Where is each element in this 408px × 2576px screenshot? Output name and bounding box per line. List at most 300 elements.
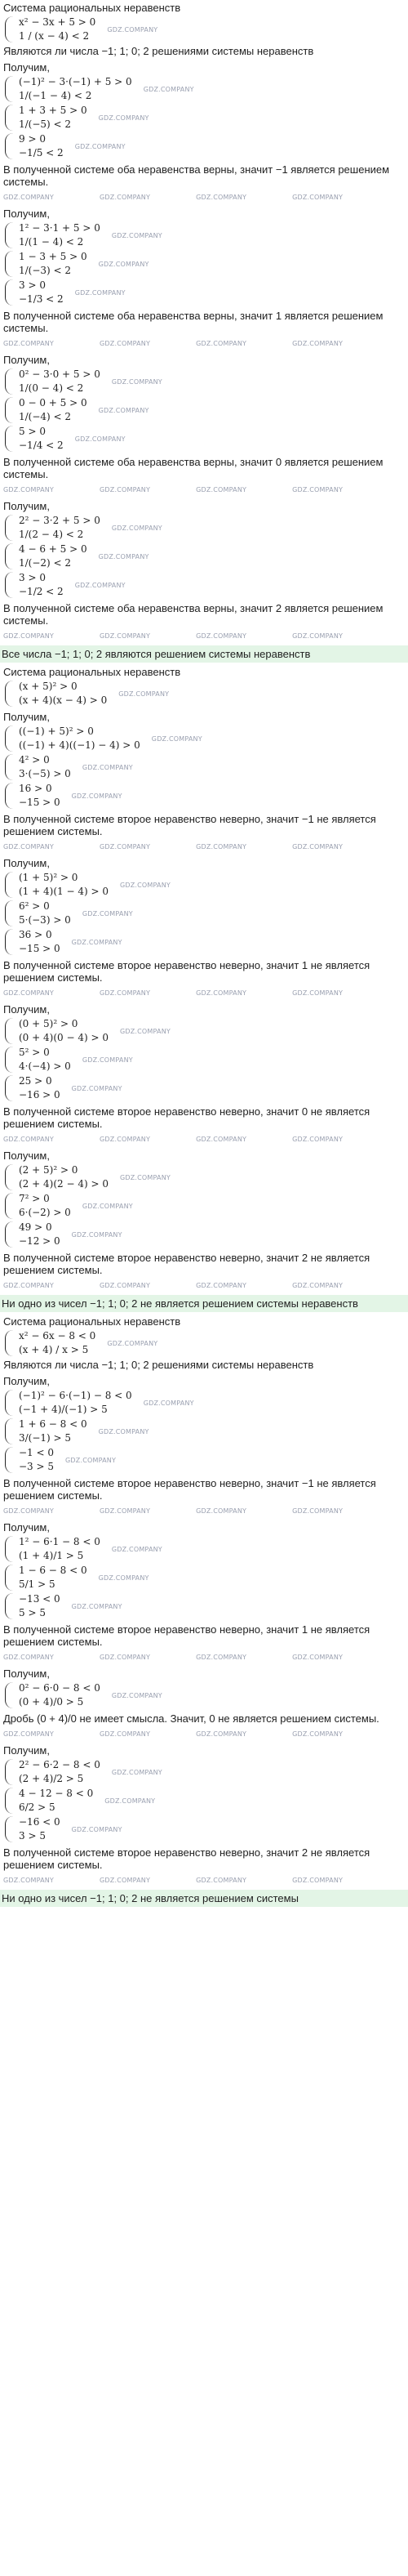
system-brace <box>5 1447 16 1473</box>
system-row: −3 > 5 <box>19 1461 55 1472</box>
system-brace <box>5 1390 16 1416</box>
system-header <box>3 666 405 678</box>
watermark: GDZ.COMPANY <box>107 25 158 33</box>
inequality-system <box>5 1565 405 1591</box>
system-rows <box>19 1418 87 1444</box>
inequality-system <box>5 1447 405 1473</box>
watermark-row <box>3 1132 405 1145</box>
system-row: x² − 6x − 8 < 0 <box>19 1330 96 1342</box>
system-row: 6² > 0 <box>19 900 50 912</box>
system-row: (1 + 4)/1 > 5 <box>19 1550 84 1561</box>
watermark: GDZ.COMPANY <box>111 231 162 239</box>
system-brace <box>5 1221 16 1248</box>
watermark: GDZ.COMPANY <box>3 632 55 640</box>
system-row: −16 > 0 <box>19 1089 60 1100</box>
watermark: GDZ.COMPANY <box>71 938 122 946</box>
inequality-system <box>5 368 405 395</box>
watermark-row <box>3 1650 405 1663</box>
inequality-system <box>5 105 405 131</box>
conclusion-text: В полученной системе второе неравенство неверно, значит 2 не является решением системы. <box>3 1252 370 1276</box>
system-rows <box>19 681 107 707</box>
system-rows <box>19 1536 100 1562</box>
watermark-row <box>3 985 405 999</box>
watermark: GDZ.COMPANY <box>3 194 55 201</box>
intro-text: Получим, <box>3 1003 50 1016</box>
inequality-system <box>5 397 405 423</box>
answer-box: Ни одно из чисел −1; 1; 0; 2 не является решением системы неравенств <box>0 1295 408 1312</box>
system-row: 5·(−3) > 0 <box>19 914 71 926</box>
system-brace <box>5 368 16 395</box>
intro-text: Получим, <box>3 500 50 512</box>
inequality-system <box>5 76 405 102</box>
system-rows <box>19 1788 93 1814</box>
watermark: GDZ.COMPANY <box>100 1730 151 1738</box>
watermark: GDZ.COMPANY <box>74 435 126 443</box>
watermark: GDZ.COMPANY <box>71 1230 122 1239</box>
watermark: GDZ.COMPANY <box>100 340 151 347</box>
watermark: GDZ.COMPANY <box>74 288 126 297</box>
inequality-system <box>5 1164 405 1190</box>
intro-text: Получим, <box>3 1150 50 1162</box>
intro-text: Получим, <box>3 1667 50 1680</box>
system-rows <box>19 872 109 898</box>
watermark: GDZ.COMPANY <box>3 1282 55 1289</box>
inequality-system <box>5 515 405 541</box>
watermark: GDZ.COMPANY <box>3 486 55 493</box>
system-brace <box>5 76 16 102</box>
system-row: −15 > 0 <box>19 943 60 954</box>
conclusion-text: В полученной системе оба неравенства верны, значит 2 является решением системы. <box>3 602 384 627</box>
watermark: GDZ.COMPANY <box>143 1399 194 1407</box>
system-brace <box>5 1330 16 1356</box>
inequality-system <box>5 872 405 898</box>
inequality-system <box>5 1221 405 1248</box>
system-row: 3·(−5) > 0 <box>19 768 71 779</box>
system-brace <box>5 133 16 159</box>
system-brace <box>5 426 16 452</box>
system-row: 4 − 6 + 5 > 0 <box>19 543 87 555</box>
system-row: (2 + 5)² > 0 <box>19 1164 78 1176</box>
intro-text: Получим, <box>3 711 50 723</box>
watermark: GDZ.COMPANY <box>3 1136 55 1143</box>
system-row: (x + 4) / x > 5 <box>19 1344 89 1355</box>
system-row: (2 + 4)/2 > 5 <box>19 1773 84 1784</box>
system-rows <box>19 1047 71 1073</box>
watermark: GDZ.COMPANY <box>3 843 55 850</box>
intro-text: Получим, <box>3 354 50 366</box>
system-row: −12 > 0 <box>19 1235 60 1247</box>
inequality-system <box>5 1788 405 1814</box>
watermark: GDZ.COMPANY <box>98 1427 149 1435</box>
watermark: GDZ.COMPANY <box>82 909 133 917</box>
system-row: 6·(−2) > 0 <box>19 1207 71 1218</box>
system-row: (−1)² − 3·(−1) + 5 > 0 <box>19 76 132 87</box>
system-row: −1/3 < 2 <box>19 293 64 305</box>
system-rows <box>19 1018 109 1044</box>
system-row: 1 / (x − 4) < 2 <box>19 30 90 42</box>
system-brace <box>5 900 16 926</box>
conclusion-text: В полученной системе второе неравенство неверно, значит 0 не является решением системы. <box>3 1105 370 1130</box>
system-row: (2 + 4)(2 − 4) > 0 <box>19 1178 109 1190</box>
system-row: (−1)² − 6·(−1) − 8 < 0 <box>19 1390 132 1401</box>
inequality-system <box>5 929 405 955</box>
system-rows <box>19 1447 54 1473</box>
system-row: 1/(−5) < 2 <box>19 118 72 130</box>
conclusion-text: В полученной системе второе неравенство неверно, значит −1 не является решением системы. <box>3 813 376 837</box>
system-rows <box>19 251 87 277</box>
watermark: GDZ.COMPANY <box>65 1456 117 1464</box>
system-row: 3 > 5 <box>19 1830 46 1842</box>
watermark: GDZ.COMPANY <box>98 1574 149 1582</box>
system-header <box>3 1315 405 1328</box>
system-brace <box>5 543 16 569</box>
system-row: −1/2 < 2 <box>19 586 64 597</box>
watermark: GDZ.COMPANY <box>119 881 171 889</box>
system-row: (−1 + 4)/(−1) > 5 <box>19 1404 108 1415</box>
system-row: 5 > 5 <box>19 1607 46 1618</box>
system-rows <box>19 1330 95 1356</box>
system-row: 1 − 6 − 8 < 0 <box>19 1565 87 1576</box>
watermark: GDZ.COMPANY <box>119 1173 171 1181</box>
watermark: GDZ.COMPANY <box>3 1730 55 1738</box>
system-rows <box>19 76 132 102</box>
conclusion-text: В полученной системе второе неравенство неверно, значит 1 не является решением системы. <box>3 1623 370 1648</box>
system-rows <box>19 1164 109 1190</box>
watermark: GDZ.COMPANY <box>3 989 55 997</box>
watermark: GDZ.COMPANY <box>104 1797 156 1805</box>
system-brace <box>5 929 16 955</box>
system-rows <box>19 1565 87 1591</box>
system-row: ((−1) + 5)² > 0 <box>19 725 94 737</box>
system-row: 1 + 6 − 8 < 0 <box>19 1418 87 1430</box>
watermark: GDZ.COMPANY <box>196 194 247 201</box>
inequality-system <box>5 543 405 569</box>
inequality-system <box>5 251 405 277</box>
system-rows <box>19 1075 60 1101</box>
system-brace <box>5 279 16 306</box>
system-row: (x + 4)(x − 4) > 0 <box>19 694 108 706</box>
watermark: GDZ.COMPANY <box>196 1654 247 1661</box>
watermark: GDZ.COMPANY <box>100 1282 151 1289</box>
inequality-system <box>5 279 405 306</box>
watermark: GDZ.COMPANY <box>111 1545 162 1553</box>
conclusion-text: В полученной системе оба неравенства верны, значит 0 является решением системы. <box>3 456 384 480</box>
inequality-system <box>5 1018 405 1044</box>
system-rows <box>19 929 60 955</box>
inequality-system <box>5 1536 405 1562</box>
system-row: 25 > 0 <box>19 1075 52 1087</box>
system-row: (0 + 5)² > 0 <box>19 1018 78 1029</box>
inequality-system <box>5 1047 405 1073</box>
system-row: 1 − 3 + 5 > 0 <box>19 251 87 262</box>
watermark-row <box>3 336 405 350</box>
system-rows <box>19 783 60 809</box>
inequality-system <box>5 572 405 598</box>
system-row: 1² − 6·1 − 8 < 0 <box>19 1536 100 1547</box>
watermark: GDZ.COMPANY <box>196 1282 247 1289</box>
watermark: GDZ.COMPANY <box>71 792 122 800</box>
watermark: GDZ.COMPANY <box>143 85 194 93</box>
system-rows <box>19 279 64 306</box>
system-row: 9 > 0 <box>19 133 46 145</box>
answer-box: Ни одно из чисел −1; 1; 0; 2 не является решением системы <box>0 1890 408 1907</box>
watermark: GDZ.COMPANY <box>292 1282 344 1289</box>
watermark: GDZ.COMPANY <box>292 1730 344 1738</box>
watermark: GDZ.COMPANY <box>111 1691 162 1699</box>
system-row: 36 > 0 <box>19 929 52 940</box>
system-row: ((−1) + 4)((−1) − 4) > 0 <box>19 739 140 751</box>
watermark: GDZ.COMPANY <box>196 486 247 493</box>
system-brace <box>5 754 16 780</box>
system-rows <box>19 725 140 752</box>
system-row: 0 − 0 + 5 > 0 <box>19 397 87 408</box>
watermark: GDZ.COMPANY <box>100 1877 151 1884</box>
watermark: GDZ.COMPANY <box>196 843 247 850</box>
watermark: GDZ.COMPANY <box>292 843 344 850</box>
system-row: −15 > 0 <box>19 797 60 808</box>
system-row: 1 + 3 + 5 > 0 <box>19 105 87 116</box>
system-row: 49 > 0 <box>19 1221 52 1233</box>
system-row: 7² > 0 <box>19 1193 50 1204</box>
system-row: (x + 5)² > 0 <box>19 681 78 692</box>
watermark-row <box>3 839 405 853</box>
system-brace <box>5 872 16 898</box>
system-row: 1/(−2) < 2 <box>19 557 72 569</box>
system-row: 1/(0 − 4) < 2 <box>19 382 84 394</box>
watermark: GDZ.COMPANY <box>292 1654 344 1661</box>
watermark: GDZ.COMPANY <box>118 690 170 698</box>
watermark: GDZ.COMPANY <box>196 340 247 347</box>
system-rows <box>19 1759 100 1785</box>
system-rows <box>19 754 71 780</box>
watermark: GDZ.COMPANY <box>100 1507 151 1515</box>
watermark: GDZ.COMPANY <box>292 1877 344 1884</box>
system-row: 1/(2 − 4) < 2 <box>19 529 84 540</box>
watermark-row <box>3 482 405 496</box>
system-rows <box>19 426 64 452</box>
system-row: −13 < 0 <box>19 1593 60 1605</box>
inequality-system <box>5 1075 405 1101</box>
inequality-system <box>5 1682 405 1708</box>
system-row: 3 > 0 <box>19 572 46 583</box>
watermark: GDZ.COMPANY <box>292 989 344 997</box>
system-brace <box>5 1593 16 1619</box>
system-brace <box>5 251 16 277</box>
system-brace <box>5 1018 16 1044</box>
system-row: 1/(−3) < 2 <box>19 265 72 276</box>
system-brace <box>5 222 16 248</box>
header-text: Система рациональных неравенств <box>3 1315 181 1328</box>
system-rows <box>19 1221 60 1248</box>
inequality-system <box>5 754 405 780</box>
system-rows <box>19 1390 132 1416</box>
watermark: GDZ.COMPANY <box>100 843 151 850</box>
watermark: GDZ.COMPANY <box>3 1877 55 1884</box>
system-brace <box>5 1565 16 1591</box>
watermark: GDZ.COMPANY <box>111 1768 162 1776</box>
system-row: −1/4 < 2 <box>19 440 64 451</box>
system-brace <box>5 783 16 809</box>
inequality-system <box>5 1816 405 1842</box>
system-row: 2² − 3·2 + 5 > 0 <box>19 515 100 526</box>
system-brace <box>5 1816 16 1842</box>
system-brace <box>5 1788 16 1814</box>
system-brace <box>5 105 16 131</box>
system-row: 1/(−1 − 4) < 2 <box>19 90 92 101</box>
watermark: GDZ.COMPANY <box>119 1027 171 1035</box>
watermark: GDZ.COMPANY <box>74 142 126 150</box>
system-brace <box>5 1164 16 1190</box>
watermark: GDZ.COMPANY <box>3 340 55 347</box>
system-rows <box>19 515 100 541</box>
system-row: 3/(−1) > 5 <box>19 1432 72 1444</box>
watermark: GDZ.COMPANY <box>71 1602 122 1610</box>
system-brace <box>5 1193 16 1219</box>
system-row: (1 + 4)(1 − 4) > 0 <box>19 886 109 897</box>
inequality-system <box>5 133 405 159</box>
watermark: GDZ.COMPANY <box>82 1202 133 1210</box>
inequality-system <box>5 222 405 248</box>
system-brace <box>5 681 16 707</box>
question-text: Являются ли числа −1; 1; 0; 2 решениями системы неравенств <box>3 1359 314 1371</box>
watermark: GDZ.COMPANY <box>3 1507 55 1515</box>
watermark: GDZ.COMPANY <box>107 1339 158 1347</box>
system-rows <box>19 1682 100 1708</box>
watermark: GDZ.COMPANY <box>98 552 149 560</box>
answer-box: Все числа −1; 1; 0; 2 являются решением системы неравенств <box>0 645 408 663</box>
system-row: 0² − 6·0 − 8 < 0 <box>19 1682 100 1694</box>
conclusion-text: В полученной системе второе неравенство неверно, значит 2 не является решением системы. <box>3 1846 370 1871</box>
watermark: GDZ.COMPANY <box>3 1654 55 1661</box>
watermark: GDZ.COMPANY <box>196 989 247 997</box>
system-row: 4·(−4) > 0 <box>19 1060 71 1072</box>
intro-text: Получим, <box>3 208 50 220</box>
system-rows <box>19 543 87 569</box>
system-row: (1 + 5)² > 0 <box>19 872 78 883</box>
intro-text: Получим, <box>3 1375 50 1387</box>
system-rows <box>19 105 87 131</box>
system-row: −1/5 < 2 <box>19 147 64 158</box>
inequality-system <box>5 1330 405 1356</box>
conclusion-text: Дробь (0 + 4)/0 не имеет смысла. Значит, 0 не является решением системы. <box>3 1712 379 1725</box>
inequality-system <box>5 1390 405 1416</box>
inequality-system <box>5 1418 405 1444</box>
watermark: GDZ.COMPANY <box>71 1825 122 1833</box>
system-brace <box>5 1759 16 1785</box>
system-row: −16 < 0 <box>19 1816 60 1828</box>
inequality-system <box>5 900 405 926</box>
system-brace <box>5 16 16 42</box>
system-brace <box>5 1536 16 1562</box>
watermark: GDZ.COMPANY <box>151 734 202 743</box>
system-row: (0 + 4)/0 > 5 <box>19 1696 84 1708</box>
conclusion-text: В полученной системе второе неравенство неверно, значит 1 не является решением системы. <box>3 959 370 984</box>
watermark: GDZ.COMPANY <box>82 1056 133 1064</box>
watermark-row <box>3 1278 405 1292</box>
system-row: 1/(−4) < 2 <box>19 411 72 422</box>
system-brace <box>5 1047 16 1073</box>
intro-text: Получим, <box>3 1521 50 1534</box>
watermark: GDZ.COMPANY <box>100 194 151 201</box>
watermark: GDZ.COMPANY <box>98 260 149 268</box>
inequality-system <box>5 426 405 452</box>
system-rows <box>19 1193 71 1219</box>
system-rows <box>19 1593 60 1619</box>
system-row: 5² > 0 <box>19 1047 50 1058</box>
watermark: GDZ.COMPANY <box>74 581 126 589</box>
inequality-system <box>5 681 405 707</box>
system-rows <box>19 222 100 248</box>
system-row: −1 < 0 <box>19 1447 55 1458</box>
system-rows <box>19 368 100 395</box>
intro-text: Получим, <box>3 61 50 74</box>
system-row: x² − 3x + 5 > 0 <box>19 16 96 28</box>
system-row: 1/(1 − 4) < 2 <box>19 236 84 248</box>
intro-text: Получим, <box>3 857 50 869</box>
watermark: GDZ.COMPANY <box>292 1507 344 1515</box>
watermark-row <box>3 628 405 642</box>
system-brace <box>5 515 16 541</box>
watermark: GDZ.COMPANY <box>82 763 133 771</box>
system-brace <box>5 572 16 598</box>
system-row: 4 − 12 − 8 < 0 <box>19 1788 94 1799</box>
watermark: GDZ.COMPANY <box>111 377 162 386</box>
inequality-system <box>5 1593 405 1619</box>
system-rows <box>19 900 71 926</box>
watermark: GDZ.COMPANY <box>292 194 344 201</box>
intro-text: Получим, <box>3 1744 50 1757</box>
inequality-system <box>5 783 405 809</box>
header-text: Система рациональных неравенств <box>3 2 181 14</box>
watermark: GDZ.COMPANY <box>196 1136 247 1143</box>
system-row: 5/1 > 5 <box>19 1578 55 1590</box>
system-rows <box>19 572 64 598</box>
system-row: 16 > 0 <box>19 783 52 794</box>
watermark: GDZ.COMPANY <box>292 1136 344 1143</box>
watermark: GDZ.COMPANY <box>100 989 151 997</box>
conclusion-text: В полученной системе оба неравенства верны, значит −1 является решением системы. <box>3 163 390 188</box>
inequality-system <box>5 725 405 752</box>
watermark-row <box>3 1503 405 1517</box>
watermark: GDZ.COMPANY <box>292 632 344 640</box>
conclusion-text: В полученной системе оба неравенства верны, значит 1 является решением системы. <box>3 310 384 334</box>
system-rows <box>19 16 95 42</box>
system-brace <box>5 725 16 752</box>
system-rows <box>19 133 64 159</box>
system-header <box>3 2 405 14</box>
watermark: GDZ.COMPANY <box>196 632 247 640</box>
system-row: 6/2 > 5 <box>19 1801 55 1813</box>
watermark: GDZ.COMPANY <box>100 486 151 493</box>
system-brace <box>5 1682 16 1708</box>
system-row: 0² − 3·0 + 5 > 0 <box>19 368 100 380</box>
watermark: GDZ.COMPANY <box>196 1730 247 1738</box>
watermark: GDZ.COMPANY <box>98 406 149 414</box>
system-brace <box>5 1418 16 1444</box>
watermark-row <box>3 190 405 203</box>
system-brace <box>5 397 16 423</box>
system-row: 4² > 0 <box>19 754 50 766</box>
inequality-system <box>5 1193 405 1219</box>
inequality-system <box>5 1759 405 1785</box>
system-row: 2² − 6·2 − 8 < 0 <box>19 1759 100 1770</box>
watermark: GDZ.COMPANY <box>100 1136 151 1143</box>
watermark-row <box>3 1873 405 1886</box>
watermark: GDZ.COMPANY <box>292 340 344 347</box>
watermark: GDZ.COMPANY <box>111 524 162 532</box>
system-row: (0 + 4)(0 − 4) > 0 <box>19 1032 109 1043</box>
watermark: GDZ.COMPANY <box>196 1507 247 1515</box>
